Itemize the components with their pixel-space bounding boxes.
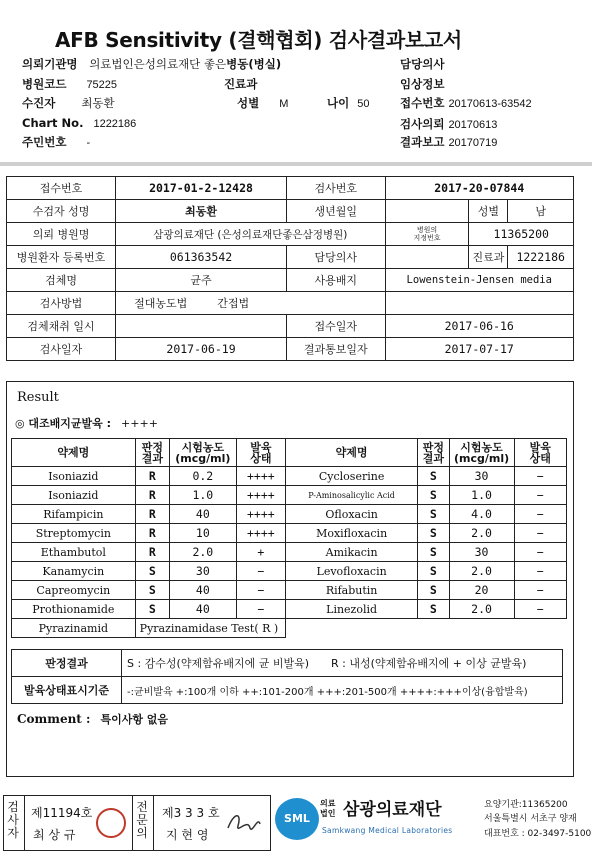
- col-judge: [418, 439, 449, 467]
- org-code: 요양기관:11365200: [484, 800, 568, 810]
- info-label: 검사일자: [7, 338, 116, 361]
- tester-name: 최 상 규: [33, 828, 76, 842]
- receipt-value: 20170613-63542: [448, 98, 532, 110]
- signature-box: [3, 795, 271, 851]
- drug-growth: −: [236, 581, 285, 600]
- report-date-value: 20170719: [448, 137, 498, 149]
- info-value: [116, 292, 385, 315]
- col-conc: [449, 439, 514, 467]
- info-value: 2017-06-19: [116, 338, 287, 361]
- info-row: [7, 269, 574, 292]
- drug-growth: ++++: [236, 524, 285, 543]
- org-prefix-line: 법인: [320, 809, 336, 818]
- drug-name: Ethambutol: [12, 543, 136, 562]
- drug-row: [12, 581, 567, 600]
- col-conc-line: 시험농도: [181, 440, 225, 454]
- tester-seal: [96, 808, 126, 838]
- info-label: 사용배지: [286, 269, 385, 292]
- code-label: 병원코드: [22, 77, 67, 91]
- pza-blank: [286, 619, 567, 638]
- institution-label: 의뢰기관명: [22, 57, 78, 71]
- drug-growth: −: [514, 467, 566, 486]
- org-prefix: [320, 799, 335, 819]
- drug-result: S: [418, 581, 449, 600]
- col-judge: [135, 439, 169, 467]
- info-label: 결과통보일자: [286, 338, 385, 361]
- dept-label: 진료과: [224, 77, 258, 91]
- drug-result: R: [135, 524, 169, 543]
- clinical-label: 임상정보: [400, 77, 445, 91]
- org-phone: 대표번호 : 02-3497-5100: [484, 829, 592, 839]
- tester-label: 검사자: [7, 800, 19, 840]
- info-label: 의뢰 병원명: [7, 223, 116, 246]
- drug-name: Prothionamide: [12, 600, 136, 619]
- drug-conc: 0.2: [170, 467, 237, 486]
- drug-name: Isoniazid: [12, 467, 136, 486]
- patient-label: 수진자: [22, 96, 56, 110]
- col-growth: [236, 439, 285, 467]
- drug-conc: 4.0: [449, 505, 514, 524]
- drug-conc: 2.0: [170, 543, 237, 562]
- pza-value: Pyrazinamidase Test( R ): [135, 619, 285, 638]
- info-label: 접수번호: [7, 177, 116, 200]
- info-label: [385, 223, 469, 246]
- drug-result: S: [418, 543, 449, 562]
- legend-judge-r: R : 내성(약제함유배지에 + 이상 균발육): [331, 657, 527, 670]
- separator: [0, 162, 592, 166]
- info-value: 최동환: [116, 200, 287, 223]
- logo-icon: SML: [275, 798, 319, 840]
- legend-row: [12, 650, 563, 677]
- specialist-label: 전문의: [136, 800, 148, 840]
- institution-value: 의료법인은성의료재단 좋은: [89, 57, 227, 71]
- drug-row: [12, 543, 567, 562]
- info-label-line: 병원의: [416, 226, 438, 234]
- col-growth-line: 상태: [529, 451, 551, 465]
- comment-value: 특이사항 없음: [100, 713, 169, 726]
- drug-growth: −: [236, 600, 285, 619]
- drug-conc: 30: [449, 467, 514, 486]
- drug-name: Rifampicin: [12, 505, 136, 524]
- drug-result: S: [418, 524, 449, 543]
- info-value: [385, 200, 469, 223]
- drug-growth: −: [514, 543, 566, 562]
- signature-icon: [224, 808, 264, 838]
- info-value: 1222186: [508, 246, 574, 269]
- legend-growth-value: -:균비발육 +:100개 이하 ++:101-200개 +++:201-500개 ++++:+++이상(융합발육): [122, 677, 563, 704]
- col-judge-line: 판정: [422, 440, 444, 454]
- drug-growth: ++++: [236, 467, 285, 486]
- header-institution: [22, 56, 281, 72]
- col-growth-line: 발육: [250, 440, 272, 454]
- drug-conc: 40: [170, 581, 237, 600]
- drug-conc: 1.0: [449, 486, 514, 505]
- legend-judge-value: [122, 650, 563, 677]
- drug-name: P-Aminosalicylic Acid: [286, 486, 418, 505]
- drug-name: Capreomycin: [12, 581, 136, 600]
- drug-result: S: [418, 486, 449, 505]
- drug-conc: 30: [170, 562, 237, 581]
- col-conc: [170, 439, 237, 467]
- col-judge-line: 결과: [141, 451, 163, 465]
- drug-row: [12, 505, 567, 524]
- specialist-name: 지 현 영: [166, 828, 209, 842]
- patient-value: 최동환: [81, 96, 115, 110]
- info-value: Lowenstein-Jensen media: [385, 269, 574, 292]
- chart-label: Chart No.: [22, 116, 84, 130]
- info-value: 2017-20-07844: [385, 177, 574, 200]
- legend-judge-label: 판정결과: [12, 650, 122, 677]
- col-judge-line: 판정: [141, 440, 163, 454]
- info-table: [6, 176, 574, 361]
- drug-growth: −: [514, 486, 566, 505]
- col-growth-line: 상태: [250, 451, 272, 465]
- drug-table: [11, 438, 567, 638]
- info-label: 검사번호: [286, 177, 385, 200]
- info-label: 병원환자 등록번호: [7, 246, 116, 269]
- sex-label: 성별: [237, 96, 260, 110]
- info-row: [7, 246, 574, 269]
- info-row: [7, 315, 574, 338]
- drug-row: [12, 467, 567, 486]
- drug-conc: 20: [449, 581, 514, 600]
- col-judge-line: 결과: [422, 451, 444, 465]
- info-value: [116, 315, 287, 338]
- drug-growth: −: [236, 562, 285, 581]
- legend-row: [12, 677, 563, 704]
- drug-header-row: [12, 439, 567, 467]
- drug-result: S: [418, 600, 449, 619]
- drug-name: Linezolid: [286, 600, 418, 619]
- result-section: [6, 381, 574, 777]
- info-label: 접수일자: [286, 315, 385, 338]
- drug-result: S: [135, 562, 169, 581]
- drug-result: S: [418, 562, 449, 581]
- info-value: 11365200: [469, 223, 574, 246]
- info-value: 2017-01-2-12428: [116, 177, 287, 200]
- id-value: -: [86, 137, 91, 149]
- info-value: [385, 246, 469, 269]
- org-en: Samkwang Medical Laboratories: [322, 826, 453, 835]
- drug-result: S: [418, 467, 449, 486]
- drug-name: Streptomycin: [12, 524, 136, 543]
- drug-growth: −: [514, 581, 566, 600]
- drug-conc: 2.0: [449, 600, 514, 619]
- receipt-label: 접수번호: [400, 96, 445, 110]
- info-value: 2017-07-17: [385, 338, 574, 361]
- drug-conc: 30: [449, 543, 514, 562]
- result-title: Result: [17, 390, 59, 405]
- info-label-line: 지정번호: [413, 234, 441, 242]
- org-addr: 서울특별시 서초구 양재: [484, 814, 577, 824]
- info-row: [7, 223, 574, 246]
- method-b: 간접법: [217, 297, 250, 310]
- drug-result: S: [418, 505, 449, 524]
- report-title: AFB Sensitivity (결핵협회) 검사결과보고서: [55, 28, 462, 52]
- col-conc-line: 시험농도: [460, 440, 503, 454]
- drug-name: Amikacin: [286, 543, 418, 562]
- col-drug: 약제명: [12, 439, 136, 467]
- org-name: 삼광의료재단: [343, 800, 442, 820]
- pza-drug: Pyrazinamid: [12, 619, 136, 638]
- info-value: 남: [508, 200, 574, 223]
- drug-result: R: [135, 543, 169, 562]
- request-label: 검사의뢰: [400, 117, 445, 131]
- info-value: 2017-06-16: [385, 315, 574, 338]
- drug-conc: 40: [170, 505, 237, 524]
- drug-row: [12, 562, 567, 581]
- colony-line: [15, 415, 158, 431]
- info-label: 성별: [469, 200, 508, 223]
- info-value: 균주: [116, 269, 287, 292]
- divider: [153, 796, 154, 850]
- request-value: 20170613: [448, 119, 498, 131]
- drug-row: [12, 600, 567, 619]
- info-label: 진료과: [469, 246, 508, 269]
- pza-row: [12, 619, 567, 638]
- info-label: 생년월일: [286, 200, 385, 223]
- drug-growth: ++++: [236, 505, 285, 524]
- col-conc-line: (mcg/ml): [175, 451, 231, 465]
- col-growth: [514, 439, 566, 467]
- drug-growth: −: [514, 562, 566, 581]
- drug-growth: +: [236, 543, 285, 562]
- comment-line: [17, 711, 168, 727]
- code-value: 75225: [86, 79, 118, 91]
- info-value: 삼광의료재단 (은성의료재단좋은삼정병원): [116, 223, 385, 246]
- col-drug: 약제명: [286, 439, 418, 467]
- specialist-no: 제3 3 3 호: [162, 806, 220, 820]
- drug-conc: 40: [170, 600, 237, 619]
- info-row: [7, 177, 574, 200]
- info-label: 담당의사: [286, 246, 385, 269]
- drug-name: Rifabutin: [286, 581, 418, 600]
- drug-conc: 2.0: [449, 562, 514, 581]
- drug-name: Isoniazid: [12, 486, 136, 505]
- drug-result: R: [135, 486, 169, 505]
- legend-table: [11, 649, 563, 704]
- info-row: [7, 200, 574, 223]
- divider: [24, 796, 25, 850]
- info-label: 검체채취 일시: [7, 315, 116, 338]
- divider: [132, 796, 133, 850]
- info-value: 061363542: [116, 246, 287, 269]
- tester-no: 제11194호: [31, 806, 93, 820]
- info-value: [385, 292, 574, 315]
- doctor-label: 담당의사: [400, 57, 445, 71]
- drug-result: S: [135, 581, 169, 600]
- drug-conc: 2.0: [449, 524, 514, 543]
- drug-body: [12, 467, 567, 619]
- chart-value: 1222186: [93, 118, 137, 130]
- drug-name: Cycloserine: [286, 467, 418, 486]
- legend-judge-s: S : 감수성(약제함유배지에 균 비발육): [127, 657, 310, 670]
- col-growth-line: 발육: [529, 440, 551, 454]
- drug-growth: ++++: [236, 486, 285, 505]
- info-label: 수검자 성명: [7, 200, 116, 223]
- drug-result: R: [135, 467, 169, 486]
- drug-result: R: [135, 505, 169, 524]
- info-label: 검체명: [7, 269, 116, 292]
- col-conc-line: (mcg/ml): [453, 451, 510, 465]
- age-label: 나이: [327, 96, 350, 110]
- info-row: [7, 338, 574, 361]
- comment-label: Comment :: [17, 712, 91, 726]
- drug-conc: 10: [170, 524, 237, 543]
- drug-growth: −: [514, 505, 566, 524]
- id-label: 주민번호: [22, 135, 67, 149]
- drug-name: Moxifloxacin: [286, 524, 418, 543]
- org-prefix-line: 의료: [320, 799, 336, 808]
- age-value: 50: [357, 98, 370, 110]
- drug-result: S: [135, 600, 169, 619]
- colony-value: ++++: [121, 417, 158, 430]
- sex-value: M: [279, 98, 289, 110]
- drug-row: [12, 524, 567, 543]
- info-row: [7, 292, 574, 315]
- drug-row: [12, 486, 567, 505]
- ward-label: 병동(병실): [226, 57, 282, 71]
- colony-label: ◎ 대조배지균발육 :: [15, 417, 112, 430]
- legend-growth-label: 발육상태표시기준: [12, 677, 122, 704]
- drug-growth: −: [514, 524, 566, 543]
- info-label: 검사방법: [7, 292, 116, 315]
- report-date-label: 결과보고: [400, 135, 445, 149]
- drug-name: Ofloxacin: [286, 505, 418, 524]
- method-a: 절대농도법: [134, 297, 188, 310]
- drug-name: Kanamycin: [12, 562, 136, 581]
- drug-name: Levofloxacin: [286, 562, 418, 581]
- drug-growth: −: [514, 600, 566, 619]
- drug-conc: 1.0: [170, 486, 237, 505]
